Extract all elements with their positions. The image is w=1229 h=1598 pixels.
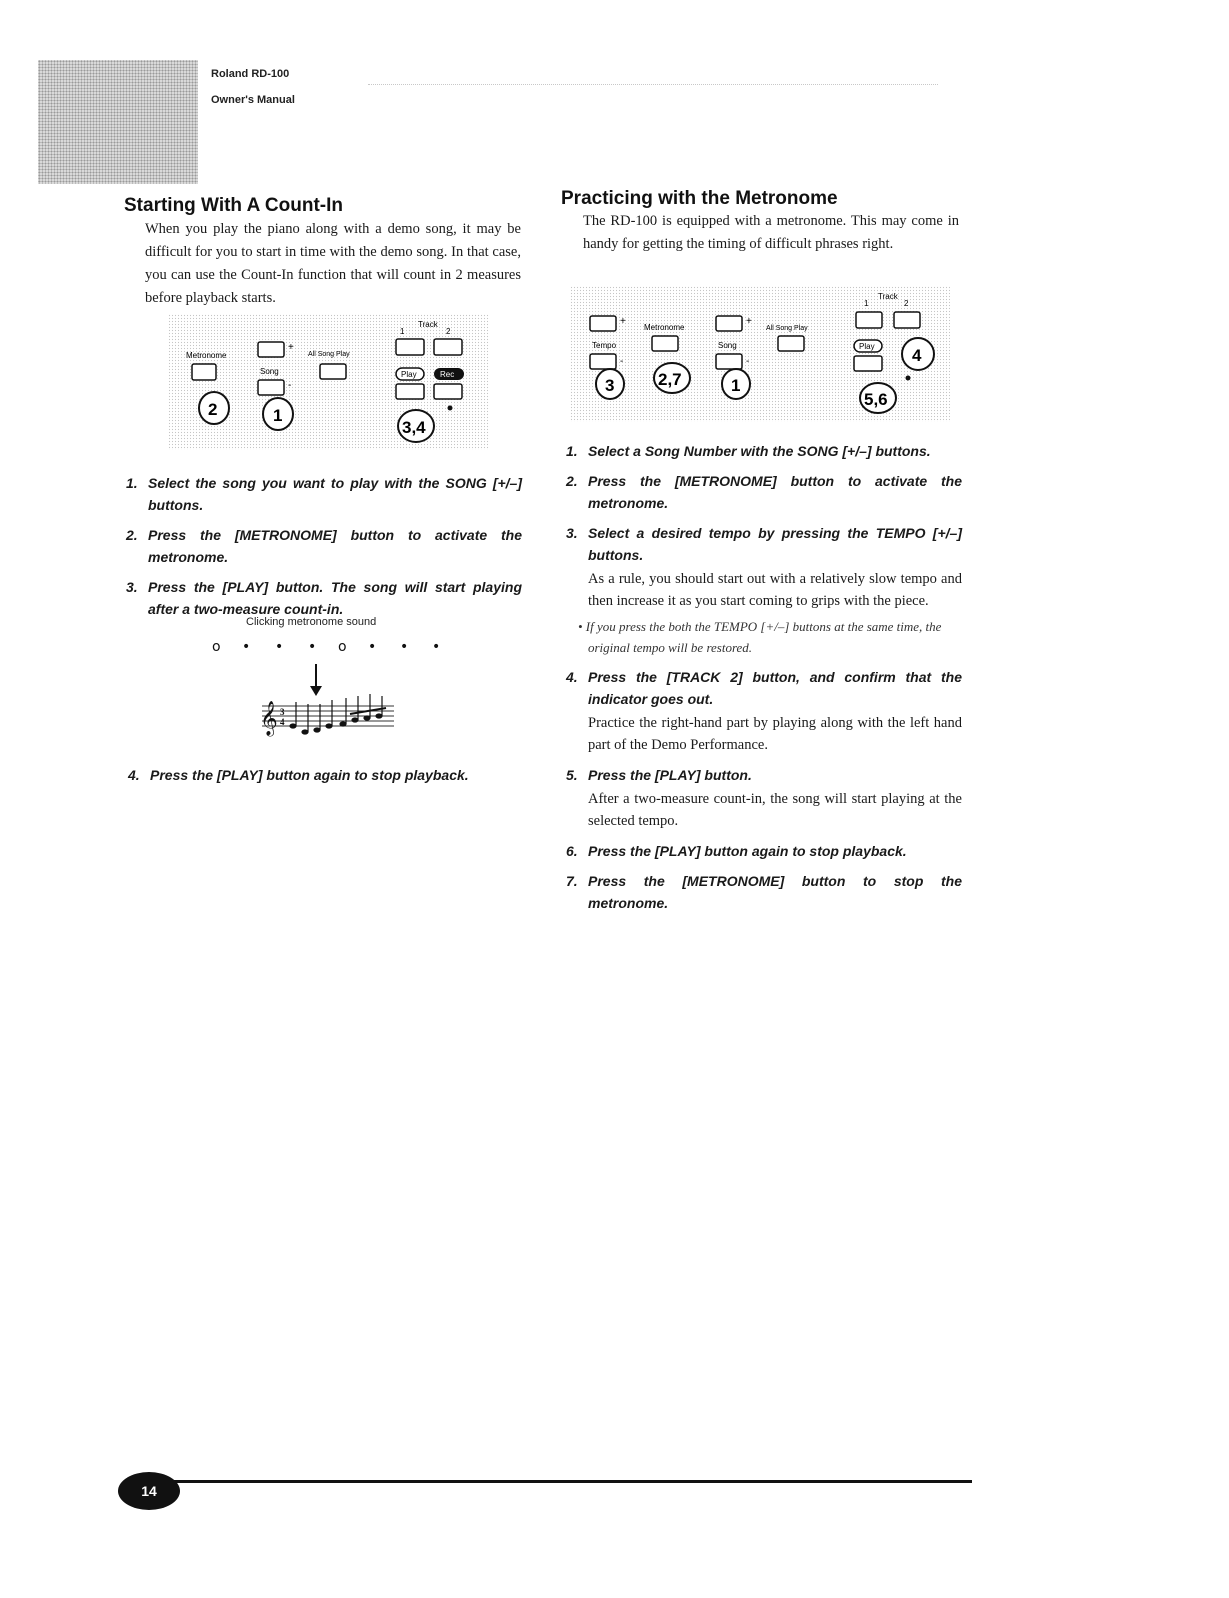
callout-play-number: 3,4 [402, 418, 426, 437]
metronome-button [652, 336, 678, 351]
all-song-play-label: All Song Play [308, 351, 350, 358]
clicking-metronome-label: Clicking metronome sound [246, 616, 377, 628]
song-minus-sign: - [746, 356, 750, 367]
all-song-play-label: All Song Play [766, 325, 808, 332]
metronome-step [566, 470, 962, 514]
manual-name: Owner's Manual [211, 94, 295, 106]
rec-label: Rec [440, 370, 455, 379]
beat: • [242, 639, 251, 655]
all-song-play-button [778, 336, 804, 351]
count-in-intro: When you play the piano along with a demo song, it may be difficult for you to start in time with the demo song. In that case, you can use the Count-In function that will count in 2 measures before playback starts. [145, 221, 521, 306]
step-text: Press the [PLAY] button again to stop playback. [588, 843, 907, 859]
track-1-label: 1 [864, 299, 869, 308]
song-plus-sign: + [288, 342, 294, 353]
song-minus-sign: - [288, 380, 292, 391]
tempo-plus-button [590, 316, 616, 331]
step-text: Select a Song Number with the SONG [+/–] buttons. [588, 443, 931, 459]
callout-track-number: 4 [912, 346, 922, 365]
all-song-play-button [320, 364, 346, 379]
section-title-metronome: Practicing with the Metronome [561, 188, 838, 209]
step-note: After a two-measure count-in, the song will start playing at the selected tempo. [588, 791, 962, 829]
track-1-button [396, 339, 424, 355]
song-plus-button [716, 316, 742, 331]
page-number: 14 [118, 1472, 180, 1510]
count-in-step [128, 764, 524, 786]
song-plus-button [258, 342, 284, 357]
beat: • [432, 639, 441, 655]
track-1-button [856, 312, 882, 328]
footer-rule [168, 1480, 972, 1483]
count-in-step [126, 524, 522, 568]
step-text: Press the [TRACK 2] button, and confirm that the indicator goes out. [588, 669, 962, 707]
beat-accent: o [212, 639, 221, 655]
step-text: Press the [PLAY] button. The song will start playing after a two-measure count-in. [148, 579, 522, 617]
step-number: 2. [566, 473, 578, 489]
callout-song-number: 1 [273, 406, 283, 425]
step-text: Press the [METRONOME] button to activate the metronome. [148, 527, 522, 565]
track-label: Track [878, 292, 898, 301]
step-number: 5. [566, 767, 578, 783]
step-tip: • If you press the both the TEMPO [+/–] buttons at the same time, the original tempo will be restored. [578, 619, 942, 655]
brand-name: Roland RD-100 [211, 68, 290, 80]
beat-accent: o [338, 639, 347, 655]
callout-tempo-number: 3 [605, 376, 615, 395]
step-number: 2. [126, 527, 138, 543]
song-label: Song [260, 367, 279, 376]
step-number: 1. [566, 443, 578, 459]
step-text: Select a desired tempo by pressing the TEMPO [+/–] buttons. [588, 525, 962, 563]
metronome-panel-illustration [570, 286, 950, 422]
step-number: 4. [566, 669, 578, 685]
beat: • [308, 639, 317, 655]
count-in-step-4 [128, 764, 524, 794]
step-note: Practice the right-hand part by playing along with the left hand part of the Demo Performance. [588, 715, 962, 753]
song-minus-button [716, 354, 742, 369]
song-plus-sign: + [746, 316, 752, 327]
step-text: Press the [METRONOME] button to activate the metronome. [588, 473, 962, 511]
step-number: 1. [126, 475, 138, 491]
track-2-label: 2 [904, 299, 909, 308]
corner-halftone [38, 60, 198, 184]
play-label: Play [401, 370, 417, 379]
step-number: 7. [566, 873, 578, 889]
tempo-minus-button [590, 354, 616, 369]
metronome-button [192, 364, 216, 380]
play-button [854, 356, 882, 371]
track-2-button [434, 339, 462, 355]
step-number: 3. [566, 525, 578, 541]
step-number: 4. [128, 767, 140, 783]
rec-indicator [906, 376, 911, 381]
song-label: Song [718, 341, 737, 350]
tempo-plus-sign: + [620, 316, 626, 327]
note-heads [289, 713, 382, 734]
count-in-panel-illustration [168, 314, 490, 450]
track-2-label: 2 [446, 327, 451, 336]
header-dotted-rule [368, 84, 938, 85]
callout-play-number: 5,6 [864, 390, 888, 409]
play-label: Play [859, 342, 875, 351]
count-in-step [126, 576, 522, 620]
metronome-step [566, 522, 962, 658]
step-text: Select the song you want to play with the SONG [+/–] buttons. [148, 475, 522, 513]
metronome-step [566, 440, 962, 462]
callout-metronome-number: 2,7 [658, 370, 682, 389]
metronome-beat-diagram [200, 634, 450, 746]
track-label: Track [418, 320, 438, 329]
section-title-count-in: Starting With A Count-In [124, 195, 343, 216]
running-header [211, 68, 295, 106]
play-button [396, 384, 424, 399]
step-text: Press the [METRONOME] button to stop the metronome. [588, 873, 962, 911]
metronome-intro: The RD-100 is equipped with a metronome. This may come in handy for getting the timing of difficult phrases right. [583, 213, 959, 252]
step-text: Press the [PLAY] button again to stop playback. [150, 767, 469, 783]
callout-song-number: 1 [731, 376, 741, 395]
rec-indicator [448, 406, 453, 411]
metronome-step [566, 764, 962, 832]
time-signature-bottom: 4 [280, 717, 285, 727]
tempo-label: Tempo [592, 341, 617, 350]
beat: • [275, 639, 284, 655]
song-minus-button [258, 380, 284, 395]
step-note: As a rule, you should start out with a relatively slow tempo and then increase it as you start coming to grips with the piece. [588, 571, 962, 609]
metronome-steps [566, 440, 962, 922]
count-in-steps [126, 472, 522, 628]
metronome-step [566, 870, 962, 914]
callout-metronome-number: 2 [208, 400, 218, 419]
time-signature-top: 3 [280, 707, 285, 717]
treble-clef-icon: 𝄞 [260, 701, 278, 736]
count-in-step [126, 472, 522, 516]
rec-button [434, 384, 462, 399]
tempo-minus-sign: - [620, 356, 624, 367]
track-1-label: 1 [400, 327, 405, 336]
step-number: 3. [126, 579, 138, 595]
metronome-step [566, 840, 962, 862]
beat: • [368, 639, 377, 655]
metronome-step [566, 666, 962, 756]
track-2-button [894, 312, 920, 328]
step-number: 6. [566, 843, 578, 859]
metronome-label: Metronome [644, 323, 685, 332]
down-arrow-head-icon [310, 686, 322, 696]
step-text: Press the [PLAY] button. [588, 767, 752, 783]
metronome-label: Metronome [186, 351, 227, 360]
beat: • [400, 639, 409, 655]
